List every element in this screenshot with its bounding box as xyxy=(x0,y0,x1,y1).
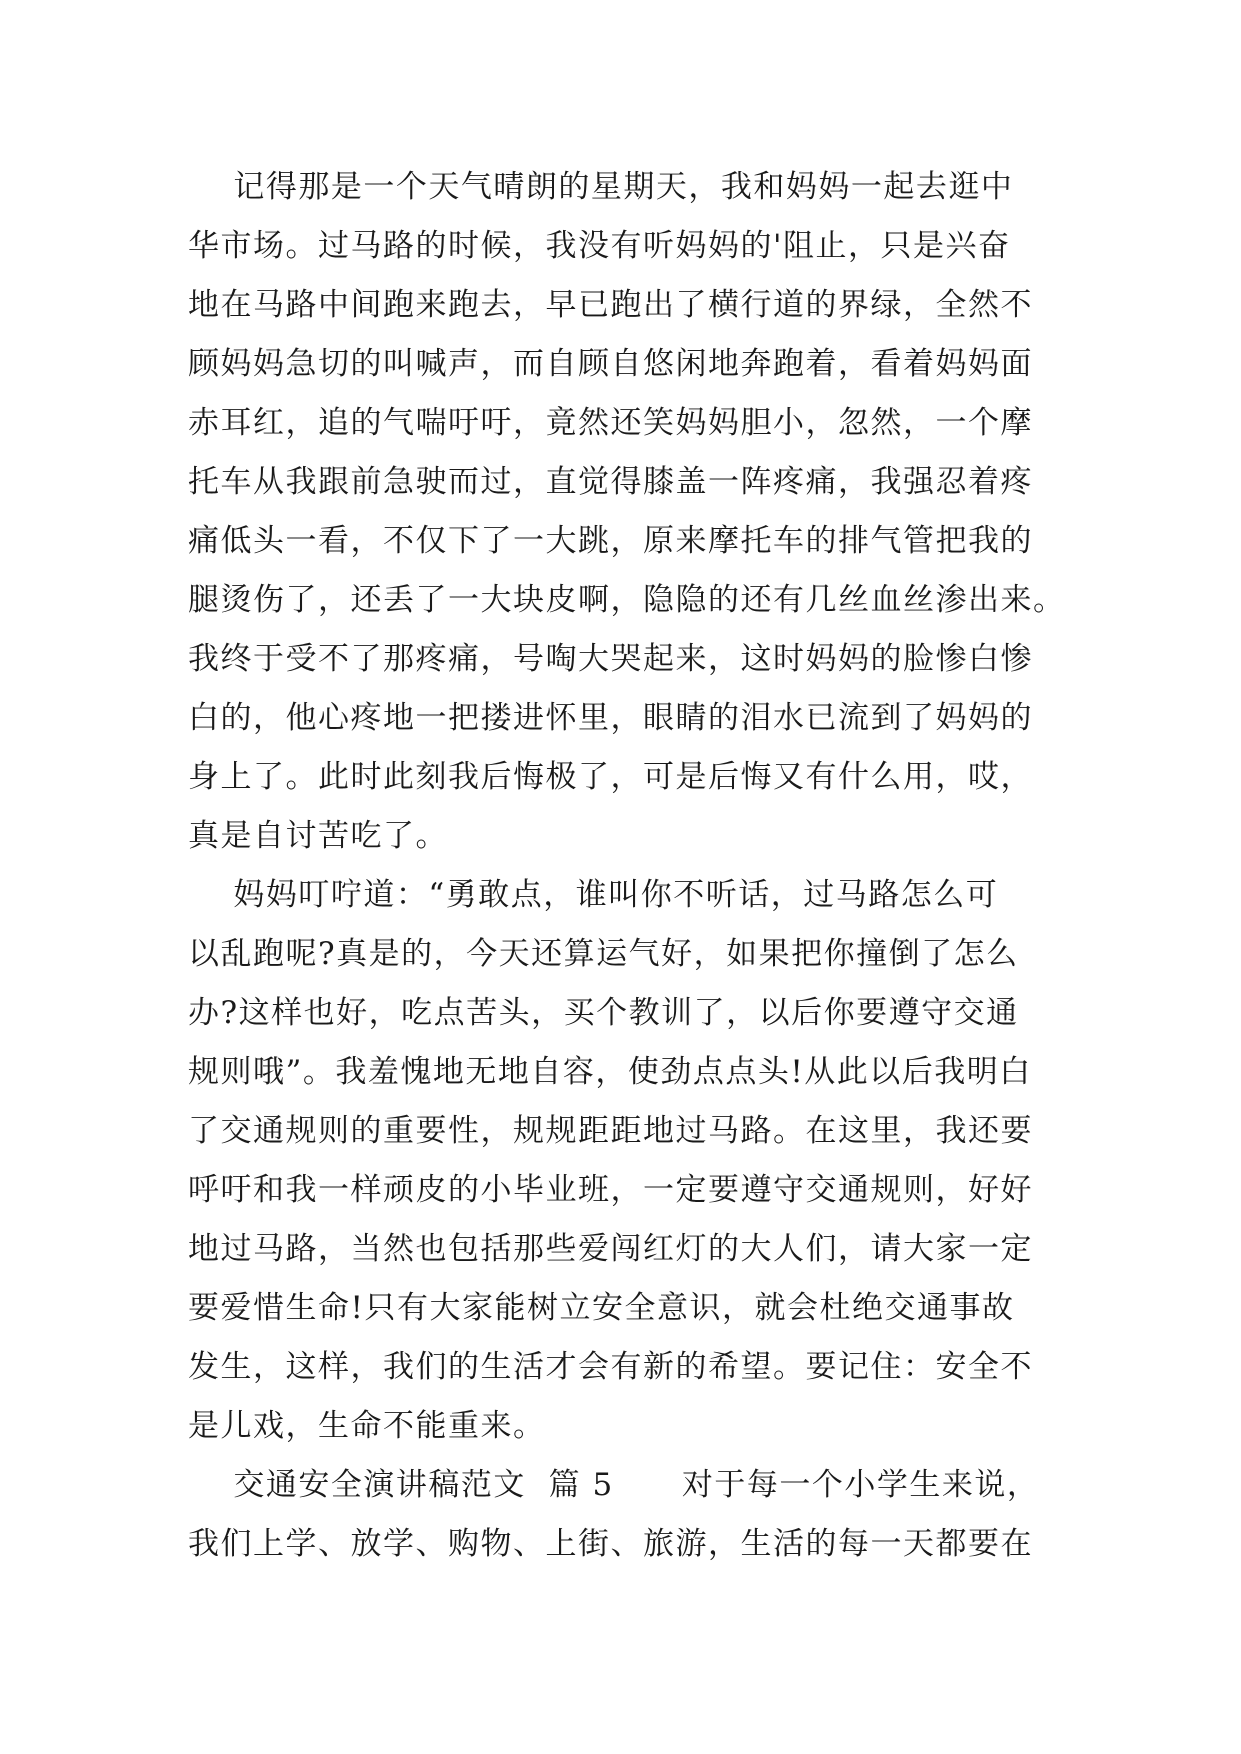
text-line: 白的，他心疼地一把搂进怀里，眼睛的泪水已流到了妈妈的 xyxy=(188,700,1033,736)
text-line: 赤耳红，追的气喘吁吁，竟然还笑妈妈胆小，忽然，一个摩 xyxy=(188,405,1033,441)
text-line: 呼吁和我一样顽皮的小毕业班，一定要遵守交通规则，好好 xyxy=(188,1172,1033,1208)
text-line: 身上了。此时此刻我后悔极了，可是后悔又有什么用，哎， xyxy=(188,759,1033,795)
text-line: 地在马路中间跑来跑去，早已跑出了横行道的界绿，全然不 xyxy=(188,287,1033,323)
text-line: 我终于受不了那疼痛，号啕大哭起来，这时妈妈的脸惨白惨 xyxy=(188,641,1033,677)
text-line: 痛低头一看，不仅下了一大跳，原来摩托车的排气管把我的 xyxy=(188,523,1033,559)
text-line: 以乱跑呢?真是的，今天还算运气好，如果把你撞倒了怎么 xyxy=(188,936,1019,972)
text-line: 记得那是一个天气晴朗的星期天，我和妈妈一起去逛中 xyxy=(188,169,1014,205)
text-line: 华市场。过马路的时候，我没有听妈妈的'阻止，只是兴奋 xyxy=(188,228,1011,264)
text-line: 腿烫伤了，还丢了一大块皮啊，隐隐的还有几丝血丝渗出来。 xyxy=(188,582,1066,618)
text-line: 地过马路，当然也包括那些爱闯红灯的大人们，请大家一定 xyxy=(188,1231,1033,1267)
document-body xyxy=(188,158,1066,1574)
text-line: 我们上学、放学、购物、上街、旅游，生活的每一天都要在 xyxy=(188,1526,1033,1562)
text-line: 托车从我跟前急驶而过，直觉得膝盖一阵疼痛，我强忍着疼 xyxy=(188,464,1033,500)
text-line: 是儿戏，生命不能重来。 xyxy=(188,1408,546,1444)
text-line: 办?这样也好，吃点苦头，买个教训了，以后你要遵守交通 xyxy=(188,995,1019,1031)
text-line: 要爱惜生命!只有大家能树立安全意识，就会杜绝交通事故 xyxy=(188,1290,1015,1326)
text-line: 交通安全演讲稿范文 篇 5 对于每一个小学生来说， xyxy=(188,1467,1040,1503)
text-line: 真是自讨苦吃了。 xyxy=(188,818,448,854)
text-line: 了交通规则的重要性，规规距距地过马路。在这里，我还要 xyxy=(188,1113,1033,1149)
text-line: 妈妈叮咛道：“勇敢点，谁叫你不听话，过马路怎么可 xyxy=(188,877,999,913)
text-line: 规则哦”。我羞愧地无地自容，使劲点点头!从此以后我明白 xyxy=(188,1054,1032,1090)
text-line: 发生，这样，我们的生活才会有新的希望。要记住：安全不 xyxy=(188,1349,1033,1385)
text-line: 顾妈妈急切的叫喊声，而自顾自悠闲地奔跑着，看着妈妈面 xyxy=(188,346,1033,382)
